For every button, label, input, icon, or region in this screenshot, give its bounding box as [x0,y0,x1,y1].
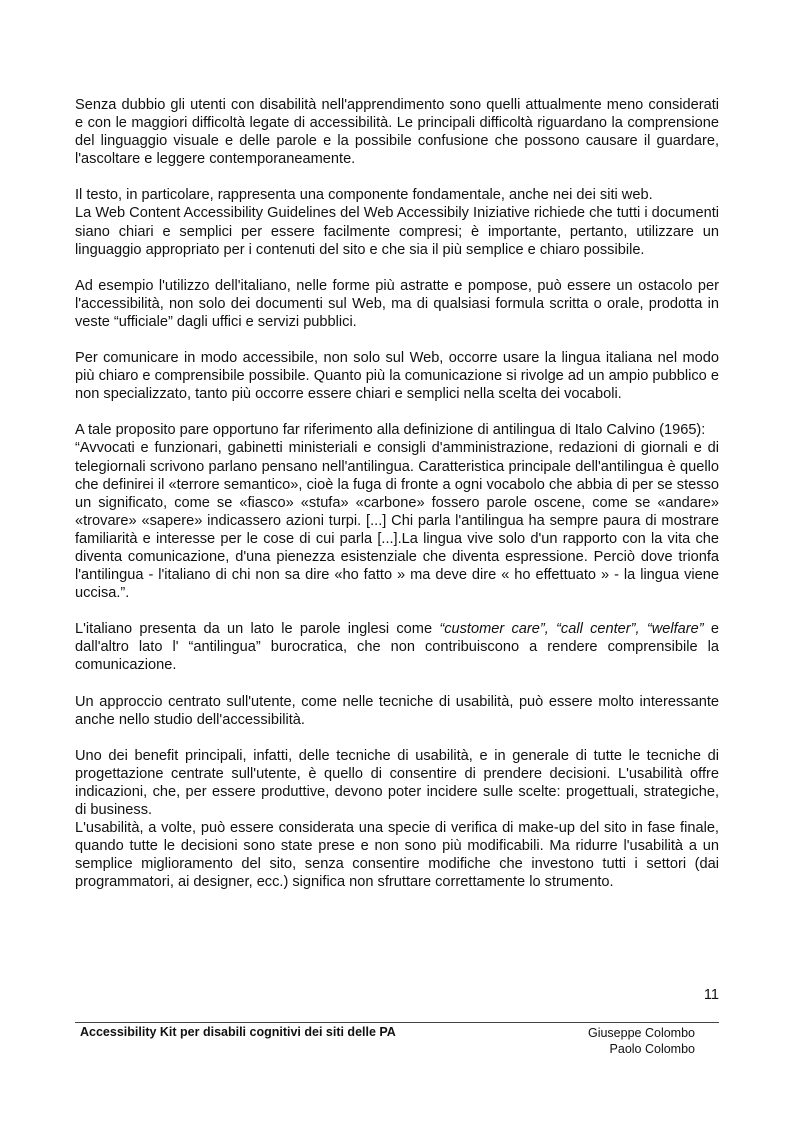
footer-author-2: Paolo Colombo [609,1042,695,1056]
footer-title: Accessibility Kit per disabili cognitivi dei siti delle PA [80,1025,396,1039]
paragraph-line: Il testo, in particolare, rappresenta una componente fondamentale, anche nei dei siti web. [75,187,653,204]
paragraph-text: Un approccio centrato sull'utente, come nelle tecniche di usabilità, può essere molto interessante anche nello studio dell'accessibilità. [75,693,719,728]
paragraph-accessible-communication [75,349,719,403]
paragraph-learning-disabilities [75,96,719,168]
paragraph-text-post: e dall'altro lato l' “antilingua” burocratica, che non contribuiscono a rendere comprensibile la comunicazione. [75,621,719,674]
paragraph-text: La Web Content Accessibility Guidelines del Web Accessibily Iniziative richiede che tutti i documenti siano chiari e semplici per essere facilmente compresi; è importante, pertanto, utilizzare un linguaggio appropriato per i contenuti del sito e che sia il più semplice e chiaro possibile. [75,205,719,258]
paragraph-text: Ad esempio l'utilizzo dell'italiano, nelle forme più astratte e pompose, può essere un ostacolo per l'accessibilità, non solo dei documenti sul Web, ma di qualsiasi formula scritta o orale, prodotta in veste “ufficiale” dagli uffici e servizi pubblici. [75,277,719,330]
paragraph-text: Uno dei benefit principali, infatti, delle tecniche di usabilità, e in generale di tutte le tecniche di progettazione centrate sull'utente, è quello di consentire di prendere decisioni. L'usabilità offre indicazioni, che, per essere produttive, devono poter incidere sulle scelte: progettuali, strategiche, di business. [75,747,719,818]
paragraph-wcag-text [75,186,719,258]
page-body [75,96,719,909]
footer-authors [588,1025,695,1057]
footer-divider [75,1022,719,1023]
paragraph-english-words [75,620,719,674]
paragraph-calvino-quote [75,421,719,602]
paragraph-text: L'usabilità, a volte, può essere considerata una specie di verifica di make-up del sito in fase finale, quando tutte le decisioni sono state prese e non sono più modificabili. Ma ridurre l'usabilità a un semplice miglioramento del sito, senza consentire modifiche che investono tutti i settori (dai programmatori, ai designer, ecc.) significa non sfruttare correttamente lo strumento. [75,820,719,891]
paragraph-emphasis: “customer care”, “call center”, “welfare” [439,621,704,638]
footer-author-1: Giuseppe Colombo [587,1026,695,1040]
paragraph-text-pre: L'italiano presenta da un lato le parole inglesi come [75,621,440,638]
paragraph-user-centered [75,693,719,729]
paragraph-text: Per comunicare in modo accessibile, non solo sul Web, occorre usare la lingua italiana nel modo più chiaro e comprensibile possibile. Quanto più la comunicazione si rivolge ad un ampio pubblico e non specializzato, tanto più occorre essere chiari e semplici nella scelta dei vocaboli. [75,350,719,403]
quote-intro: A tale proposito pare opportuno far riferimento alla definizione di antilingua di Italo Calvino (1965): [75,422,706,439]
paragraph-italian-usage [75,277,719,331]
quote-text: “Avvocati e funzionari, gabinetti ministeriali e consigli d'amministrazione, redazioni di giornali e di telegiornali scrivono parlano pensano nell'antilingua. Caratteristica principale dell'antilingua è quello che definirei il «terrore semantico», cioè la fuga di fronte a ogni vocabolo che abbia di per se stesso un significato, come se «fiasco» «stufa» «carbone» fossero parole oscene, come se «andare» «trovare» «sapere» indicassero azioni turpi. [...] Chi parla l'antilingua ha sempre paura di mostrare familiarità e interesse per le cose di cui parla [...].La lingua vive solo d'un rapporto con la vita che diventa comunicazione, d'una pienezza esistenziale che diventa espressione. Perciò dove trionfa l'antilingua - l'italiano di chi non sa dire «ho fatto » ma deve dire « ho effettuato » - la lingua viene uccisa.”. [75,440,719,602]
paragraph-text: Senza dubbio gli utenti con disabilità nell'apprendimento sono quelli attualmente meno considerati e con le maggiori difficoltà legate di accessibilità. Le principali difficoltà riguardano la comprensione del linguaggio visuale e delle parole e la possibile confusione che possono causare il guardare, l'ascoltare e leggere contemporaneamente. [75,97,719,168]
paragraph-usability-benefits [75,747,719,892]
page-number: 11 [703,987,719,1003]
